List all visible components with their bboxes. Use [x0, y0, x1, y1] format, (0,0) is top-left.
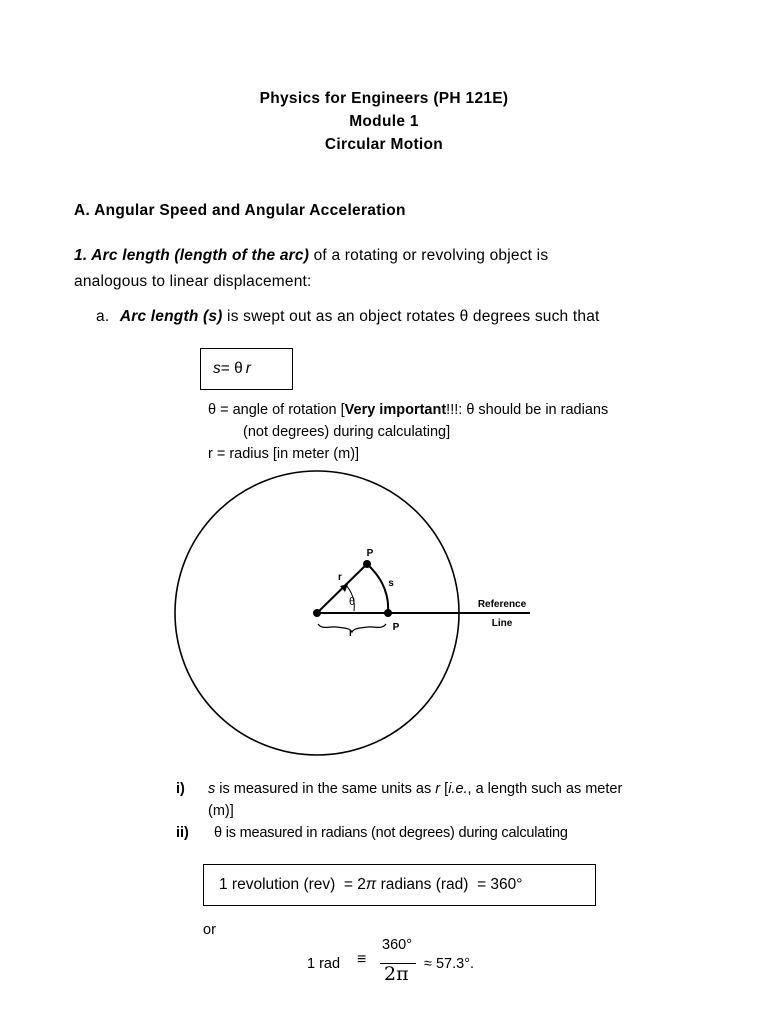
rad-lhs: 1 rad — [307, 956, 341, 972]
item-a-term: Arc length (s) — [119, 308, 223, 325]
note-i-text — [208, 778, 622, 800]
item1-text2: analogous to linear displacement: — [74, 273, 312, 290]
item-a-text: is swept out as an object rotates θ degrees such that — [222, 308, 600, 325]
label-s: s — [388, 578, 394, 589]
label-line: Line — [491, 618, 513, 629]
radius-line — [317, 564, 367, 613]
note-ii — [176, 822, 696, 844]
label-p-top: P — [366, 548, 374, 559]
note-i-text1: is measured in the same units as — [215, 781, 436, 797]
theta-def-pre: θ = angle of rotation [ — [208, 402, 345, 418]
rev-text-pre: 1 revolution (rev) = 2 — [219, 876, 366, 893]
revolution-formula-box — [203, 864, 596, 906]
item1-text1: of a rotating or revolving object is — [309, 247, 549, 264]
notes-block — [176, 778, 696, 844]
rev-text-post: radians (rad) = 360° — [376, 876, 523, 893]
note-i-r: r — [435, 781, 441, 797]
note-i-cont: (m)] — [208, 803, 234, 819]
rad-approx: ≈ 57.3°. — [424, 956, 475, 972]
course-title: Physics for Engineers (PH 121E) — [259, 90, 509, 107]
formula-r: r — [245, 360, 251, 377]
label-r-brace: r — [349, 628, 353, 639]
note-ii-text: θ is measured in radians (not degrees) during calculating — [214, 825, 568, 841]
formula-s: s — [213, 360, 221, 377]
rad-denominator: 2π — [384, 963, 409, 985]
note-i-text2: , a length such as meter — [467, 781, 623, 797]
theta-definition — [208, 399, 728, 421]
note-ii-marker: ii) — [176, 825, 189, 841]
item-a-marker: a. — [96, 308, 110, 325]
label-p-bottom: P — [392, 622, 400, 633]
item-a-paragraph — [96, 304, 600, 330]
note-i-s: s — [208, 781, 216, 797]
arc-s — [367, 564, 388, 613]
theta-def-bold: Very important — [344, 402, 447, 418]
label-theta: θ — [348, 596, 356, 608]
item1-term: 1. Arc length (length of the arc) — [74, 247, 310, 264]
theta-def-post: !!!: θ should be in radians — [446, 402, 609, 418]
theta-definition-cont: (not degrees) during calculating] — [243, 424, 451, 440]
point-p-bottom — [384, 609, 392, 617]
label-reference: Reference — [477, 599, 527, 610]
rev-pi: π — [365, 876, 377, 893]
circle-diagram — [160, 470, 550, 760]
center-dot — [313, 609, 321, 617]
or-text: or — [203, 922, 216, 938]
note-i — [176, 778, 696, 800]
point-p-top — [363, 560, 371, 568]
topic-title: Circular Motion — [324, 136, 444, 153]
section-heading: A. Angular Speed and Angular Acceleration — [74, 202, 406, 219]
label-r-radius: r — [338, 572, 342, 583]
formula-eq: = θ — [220, 360, 243, 377]
rad-equiv: ≡ — [357, 951, 367, 968]
note-i-ie: i.e. — [448, 781, 468, 797]
note-i-bracket: [ — [440, 781, 449, 797]
arc-length-formula-box — [200, 348, 293, 390]
module-title: Module 1 — [349, 113, 419, 130]
definitions-block — [208, 399, 728, 465]
rad-numerator: 360° — [382, 937, 412, 953]
radius-definition: r = radius [in meter (m)] — [208, 446, 360, 462]
note-i-marker: i) — [176, 781, 185, 797]
item1-paragraph — [74, 243, 634, 295]
